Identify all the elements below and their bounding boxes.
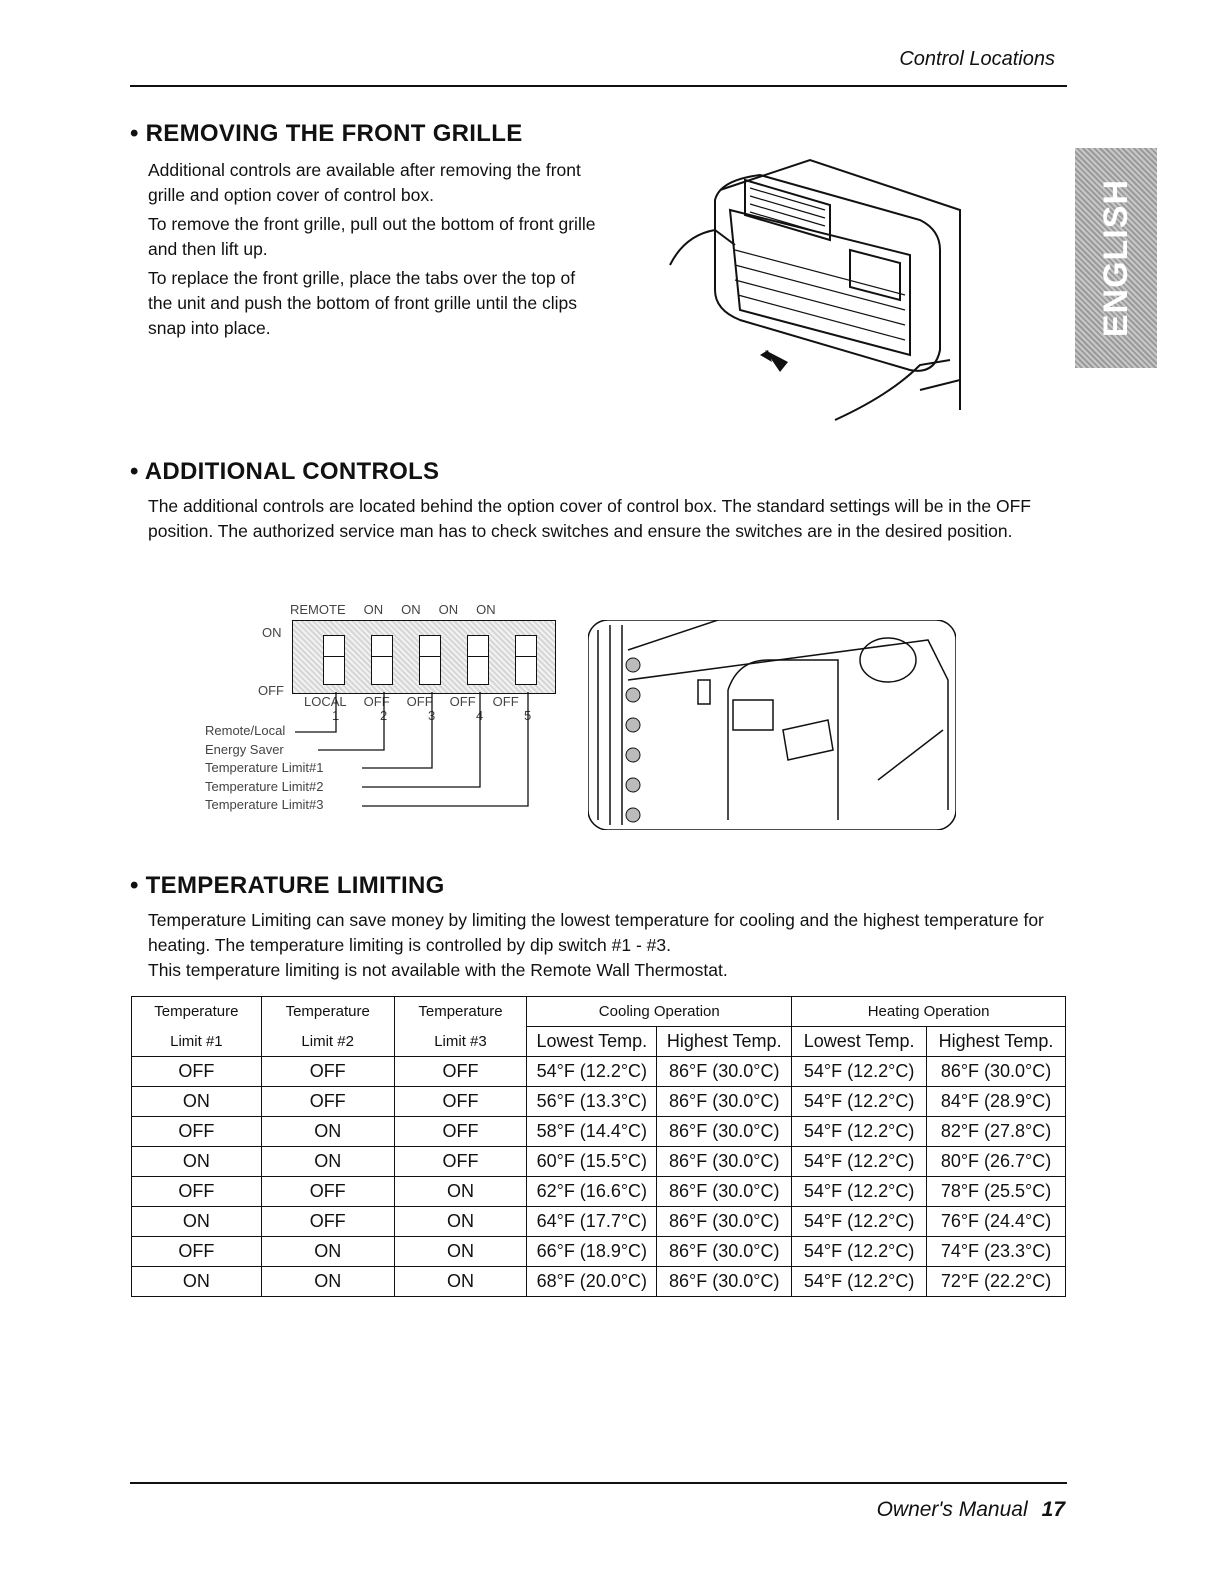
table-cell: 54°F (12.2°C) [527,1057,657,1087]
table-cell: ON [261,1147,394,1177]
footer-text: Owner's Manual [876,1498,1028,1521]
table-cell: 78°F (25.5°C) [927,1177,1066,1207]
table-row [132,1117,1066,1147]
table-cell: 62°F (16.6°C) [527,1177,657,1207]
table-cell: 54°F (12.2°C) [792,1267,927,1297]
table-cell: 86°F (30.0°C) [657,1057,792,1087]
section2-paragraph: The additional controls are located behind the option cover of control box. The standard settings will be in the OFF position. The authorized service man has to check switches and ensure the switches are in the desired position. [148,496,1031,541]
dip-switch-diagram [200,600,570,830]
table-cell: OFF [132,1177,262,1207]
table-header-cell: Limit #3 [394,1027,527,1057]
table-cell: OFF [132,1237,262,1267]
table-header-cell: Lowest Temp. [527,1027,657,1057]
table-cell: OFF [132,1057,262,1087]
table-row [132,1237,1066,1267]
table-cell: ON [132,1087,262,1117]
dip-on-label: ON [262,625,282,640]
table-cell: ON [132,1207,262,1237]
table-cell: OFF [394,1057,527,1087]
section3-paragraph: This temperature limiting is not available with the Remote Wall Thermostat. [148,960,728,980]
table-cell: 66°F (18.9°C) [527,1237,657,1267]
dip-number: 2 [380,708,388,723]
table-cell: 80°F (26.7°C) [927,1147,1066,1177]
table-header-cell: Heating Operation [792,997,1066,1027]
table-cell: 86°F (30.0°C) [927,1057,1066,1087]
table-header-cell: Cooling Operation [527,997,792,1027]
section-heading-additional-controls: • ADDITIONAL CONTROLS [130,458,440,485]
dip-number: 1 [332,708,340,723]
table-cell: 82°F (27.8°C) [927,1117,1066,1147]
dip-top-label: ON [476,602,496,617]
page-footer [877,1498,1065,1522]
dip-top-label: ON [438,602,459,617]
dip-bottom-label: OFF [492,694,519,709]
dip-top-label: ON [401,602,421,617]
section-heading-removing-grille: • REMOVING THE FRONT GRILLE [130,120,523,147]
table-cell: ON [261,1237,394,1267]
table-cell: ON [132,1267,262,1297]
language-tab [1075,148,1157,368]
table-cell: 86°F (30.0°C) [657,1177,792,1207]
table-header-row [132,1027,1066,1057]
dip-legend-item: Remote/Local [205,723,286,738]
language-tab-label: ENGLISH [1096,178,1135,338]
table-cell: 54°F (12.2°C) [792,1177,927,1207]
dip-legend-item: Energy Saver [205,741,284,757]
table-header-row [132,997,1066,1027]
dip-number: 4 [476,708,484,723]
page-number: 17 [1041,1498,1065,1521]
table-cell: OFF [261,1177,394,1207]
section1-paragraph: To replace the front grille, place the tabs over the top of the unit and push the bottom of front grille until the clips snap into place. [148,268,578,338]
header-rule [130,85,1067,87]
table-cell: 54°F (12.2°C) [792,1207,927,1237]
section1-paragraph: To remove the front grille, pull out the bottom of front grille and then lift up. [148,214,596,259]
footer-rule [130,1482,1067,1484]
table-cell: 74°F (23.3°C) [927,1237,1066,1267]
dip-bottom-label: OFF [406,694,433,709]
table-cell: 84°F (28.9°C) [927,1087,1066,1117]
section3-body [148,908,1048,983]
table-cell: OFF [394,1147,527,1177]
table-cell: ON [394,1177,527,1207]
table-cell: 76°F (24.4°C) [927,1207,1066,1237]
dip-number: 5 [524,708,532,723]
table-cell: ON [394,1237,527,1267]
table-header-cell: Limit #1 [132,1027,262,1057]
table-cell: ON [394,1267,527,1297]
table-cell: OFF [261,1057,394,1087]
dip-top-label: ON [363,602,384,617]
control-box-illustration [588,620,956,830]
temperature-limit-table [131,996,1066,1297]
table-header-cell: Highest Temp. [927,1027,1066,1057]
table-row [132,1177,1066,1207]
table-row [132,1207,1066,1237]
table-cell: 86°F (30.0°C) [657,1207,792,1237]
table-cell: 86°F (30.0°C) [657,1117,792,1147]
table-cell: OFF [261,1207,394,1237]
dip-legend-item: Temperature Limit#3 [205,797,324,812]
dip-bottom-label: OFF [363,694,390,709]
table-header-cell: Temperature [261,997,394,1027]
dip-off-label: OFF [258,683,284,698]
table-cell: 54°F (12.2°C) [792,1237,927,1267]
table-cell: 54°F (12.2°C) [792,1117,927,1147]
table-cell: 60°F (15.5°C) [527,1147,657,1177]
table-row [132,1087,1066,1117]
table-cell: 64°F (17.7°C) [527,1207,657,1237]
table-cell: 86°F (30.0°C) [657,1087,792,1117]
table-cell: ON [394,1207,527,1237]
table-cell: OFF [394,1117,527,1147]
section3-paragraph: Temperature Limiting can save money by limiting the lowest temperature for cooling and the highest temperature for heating. The temperature limiting is controlled by dip switch #1 - #3. [148,910,1044,955]
table-cell: OFF [261,1087,394,1117]
table-cell: 54°F (12.2°C) [792,1057,927,1087]
table-cell: 68°F (20.0°C) [527,1267,657,1297]
table-header-cell: Temperature [132,997,262,1027]
table-row [132,1147,1066,1177]
table-cell: 86°F (30.0°C) [657,1237,792,1267]
front-grille-removal-illustration [660,150,990,430]
table-header-cell: Limit #2 [261,1027,394,1057]
table-cell: ON [261,1117,394,1147]
dip-number: 3 [428,708,436,723]
table-cell: 54°F (12.2°C) [792,1147,927,1177]
section1-paragraph: Additional controls are available after removing the front grille and option cover of control box. [148,160,581,205]
table-cell: ON [261,1267,394,1297]
table-cell: 86°F (30.0°C) [657,1147,792,1177]
table-header-cell: Lowest Temp. [792,1027,927,1057]
table-header-cell: Highest Temp. [657,1027,792,1057]
table-cell: OFF [394,1087,527,1117]
page-header-title: Control Locations [899,48,1055,70]
dip-top-label: REMOTE [290,602,346,617]
table-row [132,1057,1066,1087]
table-cell: 54°F (12.2°C) [792,1087,927,1117]
dip-leader-lines [200,600,570,830]
table-cell: 86°F (30.0°C) [657,1267,792,1297]
dip-legend-item: Temperature Limit#2 [205,778,324,794]
dip-bottom-label: OFF [449,694,476,709]
table-cell: OFF [132,1117,262,1147]
dip-bottom-label: LOCAL [304,694,347,709]
table-cell: ON [132,1147,262,1177]
section-heading-temperature-limiting: • TEMPERATURE LIMITING [130,872,445,899]
dip-legend-item: Temperature Limit#1 [205,760,324,775]
table-cell: 56°F (13.3°C) [527,1087,657,1117]
section1-body [148,158,598,345]
table-cell: 58°F (14.4°C) [527,1117,657,1147]
table-header-cell: Temperature [394,997,527,1027]
table-row [132,1267,1066,1297]
table-cell: 72°F (22.2°C) [927,1267,1066,1297]
